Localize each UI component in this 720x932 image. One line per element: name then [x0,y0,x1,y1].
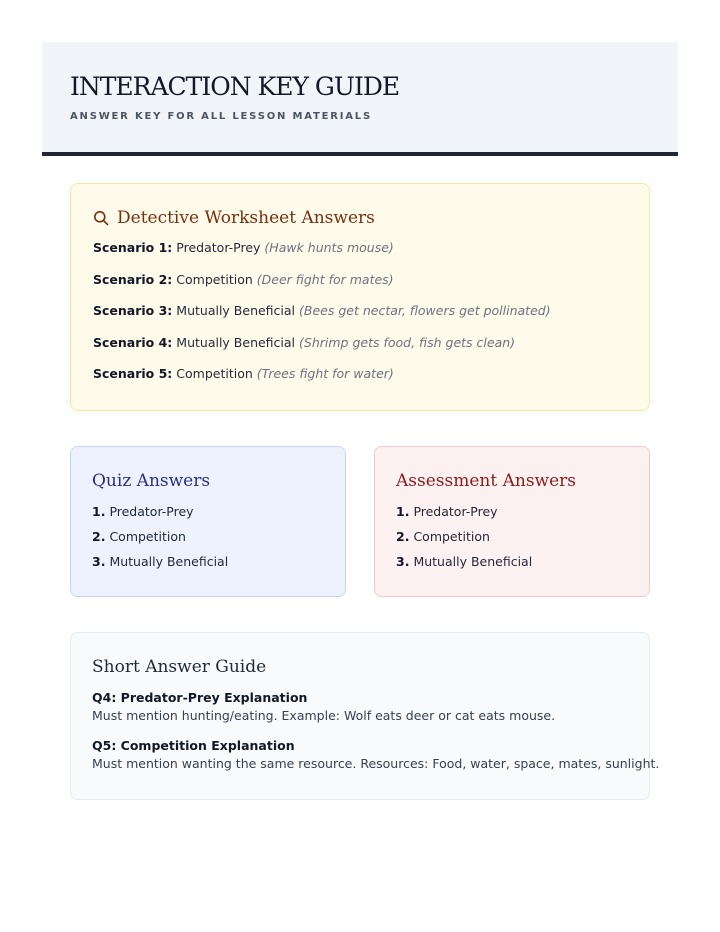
short-answer-card-title: Short Answer Guide [92,657,267,677]
answer-text: Mutually Beneficial [413,554,533,569]
page-header [42,42,678,156]
detective-worksheet-card [70,183,650,411]
scenario-note: (Deer fight for mates) [256,271,394,287]
short-answer-question: Q5: Competition Explanation [92,738,295,753]
assessment-card-title: Assessment Answers [396,471,577,491]
page-subtitle: ANSWER KEY FOR ALL LESSON MATERIALS [70,111,372,122]
short-answer-item [92,689,628,725]
scenario-item [93,239,627,271]
assessment-answer-item [396,503,628,528]
scenario-answer: Mutually Beneficial [176,303,296,319]
short-answer-question: Q4: Predator-Prey Explanation [92,690,308,705]
answer-number: 3. [396,554,410,569]
answer-number: 2. [396,529,410,544]
short-answer-card [70,632,660,800]
search-icon [93,210,109,226]
answer-number: 2. [92,529,106,544]
scenario-label: Scenario 5: [93,366,173,382]
scenario-label: Scenario 4: [93,334,173,350]
scenario-item [93,271,627,303]
scenario-answer: Predator-Prey [176,240,261,255]
answer-number: 1. [396,504,410,519]
scenario-note: (Trees fight for water) [256,366,394,382]
detective-card-title: Detective Worksheet Answers [117,208,375,228]
answer-number: 1. [92,504,106,519]
scenario-note: (Bees get nectar, flowers get pollinated) [299,303,551,319]
quiz-answer-list [92,503,324,578]
answer-text: Competition [109,529,186,544]
answer-text: Predator-Prey [109,504,194,519]
scenario-label: Scenario 2: [93,271,173,287]
answer-number: 3. [92,554,106,569]
quiz-answer-item [92,503,324,528]
scenario-answer: Competition [176,366,253,382]
page-title: INTERACTION KEY GUIDE [70,72,400,101]
scenario-answer: Mutually Beneficial [176,334,296,350]
scenario-list [93,239,627,397]
quiz-answer-item [92,528,324,553]
scenario-label: Scenario 3: [93,303,173,319]
quiz-answer-item [92,553,324,578]
assessment-answer-item [396,553,628,578]
assessment-answer-list [396,503,628,578]
scenario-item [93,334,627,366]
quiz-answers-card [70,446,346,597]
scenario-note: (Shrimp gets food, fish gets clean) [299,334,516,350]
short-answer-guidance: Must mention hunting/eating. Example: Wolf eats deer or cat eats mouse. [92,708,556,723]
answer-text: Mutually Beneficial [109,554,229,569]
short-answer-item [92,737,660,773]
assessment-answers-card [374,446,650,597]
answer-text: Competition [413,529,490,544]
short-answer-guidance: Must mention wanting the same resource. Resources: Food, water, space, mates, sunlight. [92,756,660,771]
detective-card-heading [93,206,627,230]
assessment-answer-item [396,528,628,553]
scenario-answer: Competition [176,271,253,287]
scenario-note: (Hawk hunts mouse) [264,240,394,255]
answer-text: Predator-Prey [413,504,498,519]
quiz-card-title: Quiz Answers [92,471,211,491]
scenario-item [93,302,627,334]
scenario-item [93,365,627,397]
scenario-label: Scenario 1: [93,240,173,255]
